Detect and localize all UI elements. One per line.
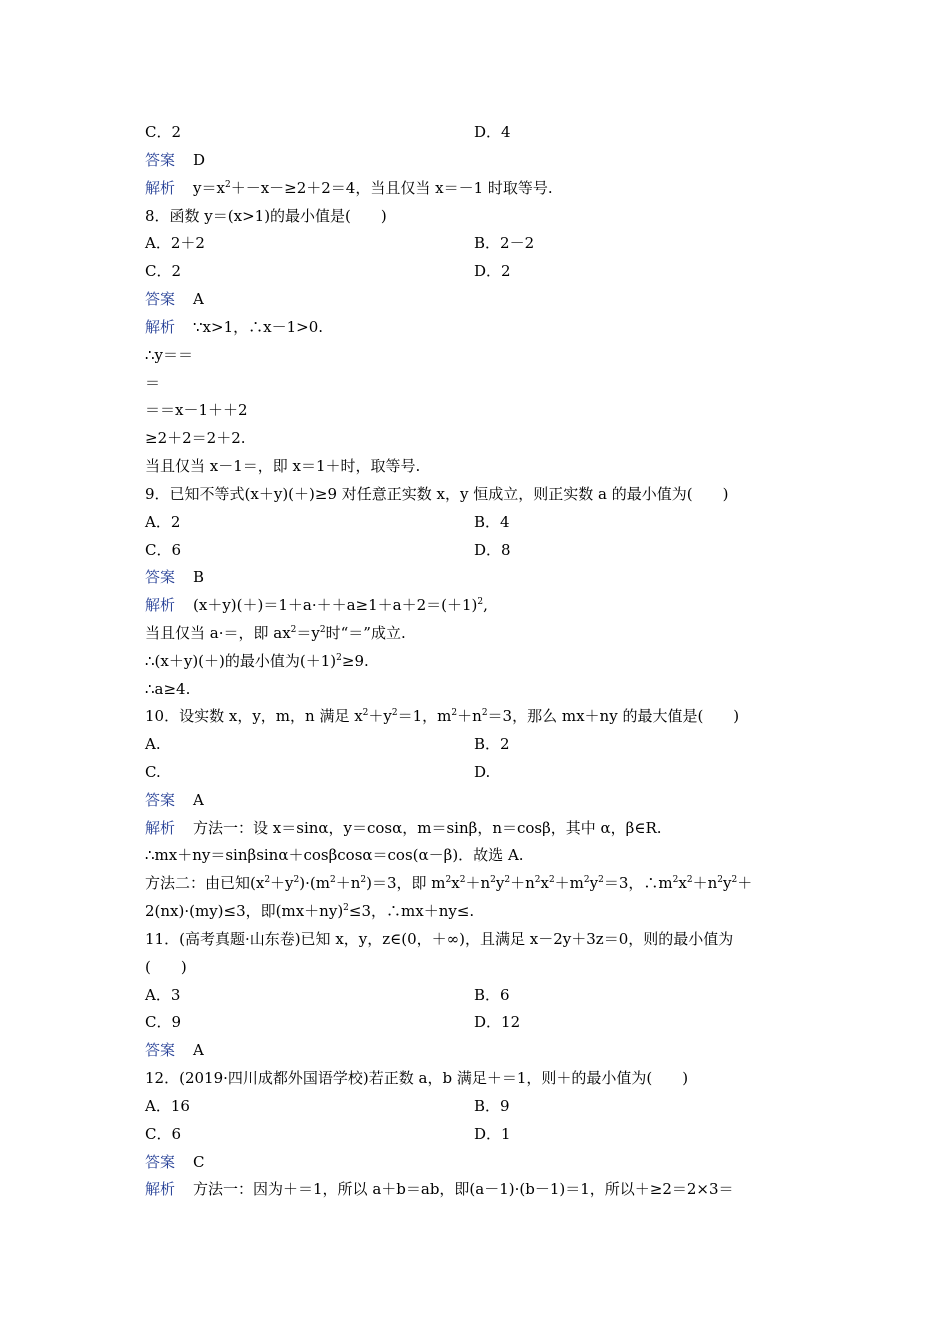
line-content: 方法一：因为＋＝1，所以 a＋b＝ab，即(a－1)·(b－1)＝1，所以＋≥2＝2×3＝ (193, 1180, 734, 1198)
line-content: 9．已知不等式(x＋y)(＋)≥9 对任意正实数 x，y 恒成立，则正实数 a 的最小值为( ) (145, 485, 729, 503)
analysis-label: 解析 (145, 1180, 176, 1198)
line-content: ≥2＋2＝2＋2. (145, 429, 246, 447)
option-left: C．6 (145, 541, 182, 559)
analysis-line (145, 178, 553, 198)
line-content: A (193, 791, 204, 809)
line-content: $y=x^2+-x-\ge 2+2=4$，当且仅当 x＝－1 时取等号. (193, 179, 553, 197)
answer-line (145, 567, 204, 587)
text-line (145, 428, 246, 448)
line-content: ＝ (145, 374, 161, 392)
answer-line (145, 289, 204, 309)
answer-label: 答案 (145, 1041, 176, 1059)
text-line (145, 957, 187, 977)
option-right: B．9 (474, 1097, 510, 1115)
text-line (145, 845, 524, 865)
option-left: C．9 (145, 1013, 182, 1031)
answer-label: 答案 (145, 151, 176, 169)
option-right: D．12 (474, 1013, 521, 1031)
analysis-line (145, 595, 488, 615)
option-left: A．2 (145, 513, 181, 531)
line-content: ∴a≥4. (145, 680, 191, 698)
option-left: A．3 (145, 986, 181, 1004)
line-content: 10．设实数 x，y，m，n 满足 $x^2+y^2=1$，$m^2+n^2=3$，那么 mx＋ny 的最大值是( ) (145, 707, 740, 725)
line-content: ∴mx＋ny＝sinβsinα＋cosβcosα＝cos(α－β)．故选 A. (145, 846, 524, 864)
option-right: D. (474, 763, 491, 781)
option-right: D．2 (474, 262, 511, 280)
answer-label: 答案 (145, 290, 176, 308)
option-left: A．2＋2 (145, 234, 205, 252)
answer-label: 答案 (145, 1153, 176, 1171)
line-content: D (193, 151, 206, 169)
analysis-label: 解析 (145, 596, 176, 614)
line-content: ∵x>1，∴x－1>0. (193, 318, 324, 336)
answer-line (145, 150, 205, 170)
option-left: A. (145, 735, 161, 753)
option-left: A．16 (145, 1097, 190, 1115)
line-content: 8．函数 y＝(x>1)的最小值是( ) (145, 207, 387, 225)
line-content: A (193, 1041, 204, 1059)
text-line (145, 679, 190, 699)
analysis-line (145, 317, 323, 337)
text-line (145, 400, 248, 420)
option-right: D．4 (474, 123, 511, 141)
text-line (145, 484, 728, 504)
line-content: A (193, 290, 204, 308)
option-left: C．2 (145, 262, 182, 280)
line-content: 2(nx)·(my)≤3，即$(mx+ny)^2\le 3$，∴mx＋ny≤. (145, 902, 475, 920)
text-line (145, 929, 733, 949)
line-content: ( ) (145, 958, 187, 976)
line-content: 11．(高考真题·山东卷)已知 x，y，z∈(0，＋∞)，且满足 x－2y＋3z＝0，则的最小值为 (145, 930, 734, 948)
line-content: 当且仅当 a·＝，即 $ax^2=y^2$时“＝”成立. (145, 624, 406, 642)
answer-label: 答案 (145, 568, 176, 586)
text-line (145, 901, 474, 921)
text-line (145, 373, 160, 393)
line-content: ∴(x＋y)(＋)的最小值为$(+1)^2\ge 9$. (145, 652, 369, 670)
line-content: B (193, 568, 205, 586)
line-content: 方法二：由已知$(x^2+y^2)\cdot(m^2+n^2)=3$，即 $m^2x^2+n^2y^2+n^2x^2+m^2y^2=3$，$\therefore m^2x^2+n^2y^2+$ (145, 874, 753, 892)
analysis-label: 解析 (145, 819, 176, 837)
option-right: B．2－2 (474, 234, 535, 252)
text-line (145, 706, 739, 726)
text-line (145, 1068, 688, 1088)
line-content: 当且仅当 x－1＝，即 x＝1＋时，取等号. (145, 457, 421, 475)
text-line (145, 651, 369, 671)
text-line (145, 623, 406, 643)
text-line (145, 345, 193, 365)
answer-line (145, 1040, 204, 1060)
option-left: C. (145, 763, 161, 781)
text-line (145, 873, 752, 893)
line-content: ＝＝x－1＋＋2 (145, 401, 248, 419)
line-content: 方法一：设 x＝sinα，y＝cosα，m＝sinβ，n＝cosβ，其中 α，β∈R. (193, 819, 662, 837)
line-content: $(x+y)(+)=1+a\cdot++a\ge 1+a+2=(+1)^2$, (193, 596, 488, 614)
option-left: C．6 (145, 1125, 182, 1143)
analysis-line (145, 818, 662, 838)
analysis-label: 解析 (145, 318, 176, 336)
text-line (145, 206, 387, 226)
answer-line (145, 790, 204, 810)
analysis-label: 解析 (145, 179, 176, 197)
text-line (145, 456, 420, 476)
line-content: ∴y＝＝ (145, 346, 194, 364)
analysis-line (145, 1179, 734, 1199)
answer-line (145, 1152, 205, 1172)
option-right: B．6 (474, 986, 510, 1004)
line-content: C (193, 1153, 205, 1171)
option-right: D．1 (474, 1125, 511, 1143)
answer-label: 答案 (145, 791, 176, 809)
option-left: C．2 (145, 123, 182, 141)
option-right: D．8 (474, 541, 511, 559)
line-content: 12．(2019·四川成都外国语学校)若正数 a，b 满足＋＝1，则＋的最小值为( ) (145, 1069, 689, 1087)
option-right: B．2 (474, 735, 510, 753)
option-right: B．4 (474, 513, 510, 531)
